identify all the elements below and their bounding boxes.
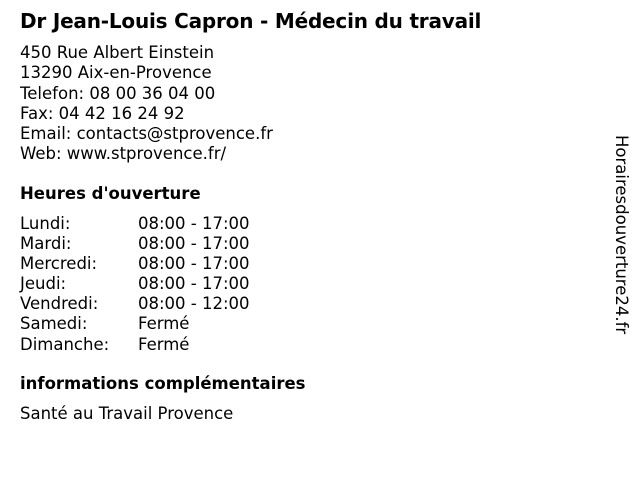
- street-address: 450 Rue Albert Einstein: [20, 43, 215, 62]
- website-link[interactable]: Web: www.stprovence.fr/: [20, 144, 227, 164]
- day-label: Jeudi:: [20, 274, 67, 294]
- additional-info-heading: informations complémentaires: [20, 374, 306, 393]
- hours-value: 08:00 - 17:00: [138, 254, 250, 274]
- email-address[interactable]: Email: contacts@stprovence.fr: [20, 124, 273, 144]
- day-label: Samedi:: [20, 314, 88, 334]
- hours-value: 08:00 - 17:00: [138, 214, 250, 233]
- city-line: 13290 Aix-en-Provence: [20, 63, 212, 83]
- day-label: Mercredi:: [20, 254, 98, 274]
- day-label: Lundi:: [20, 214, 71, 233]
- additional-info-text: Santé au Travail Provence: [20, 404, 234, 423]
- hours-value: 08:00 - 12:00: [138, 294, 250, 314]
- opening-hours-heading: Heures d'ouverture: [20, 184, 201, 203]
- hours-value: 08:00 - 17:00: [138, 234, 250, 254]
- page-title: Dr Jean-Louis Capron - Médecin du travail: [20, 9, 482, 33]
- day-label: Mardi:: [20, 234, 72, 254]
- hours-value: Fermé: [138, 334, 190, 354]
- phone-number[interactable]: Telefon: 08 00 36 04 00: [20, 83, 216, 103]
- fax-number: Fax: 04 42 16 24 92: [20, 103, 185, 123]
- hours-value: 08:00 - 17:00: [138, 274, 250, 294]
- address-block: [20, 43, 273, 165]
- hours-value: Fermé: [138, 314, 190, 334]
- day-label: Dimanche:: [20, 334, 110, 354]
- day-label: Vendredi:: [20, 294, 99, 314]
- site-watermark: Horairesdouverture24.fr: [612, 135, 631, 335]
